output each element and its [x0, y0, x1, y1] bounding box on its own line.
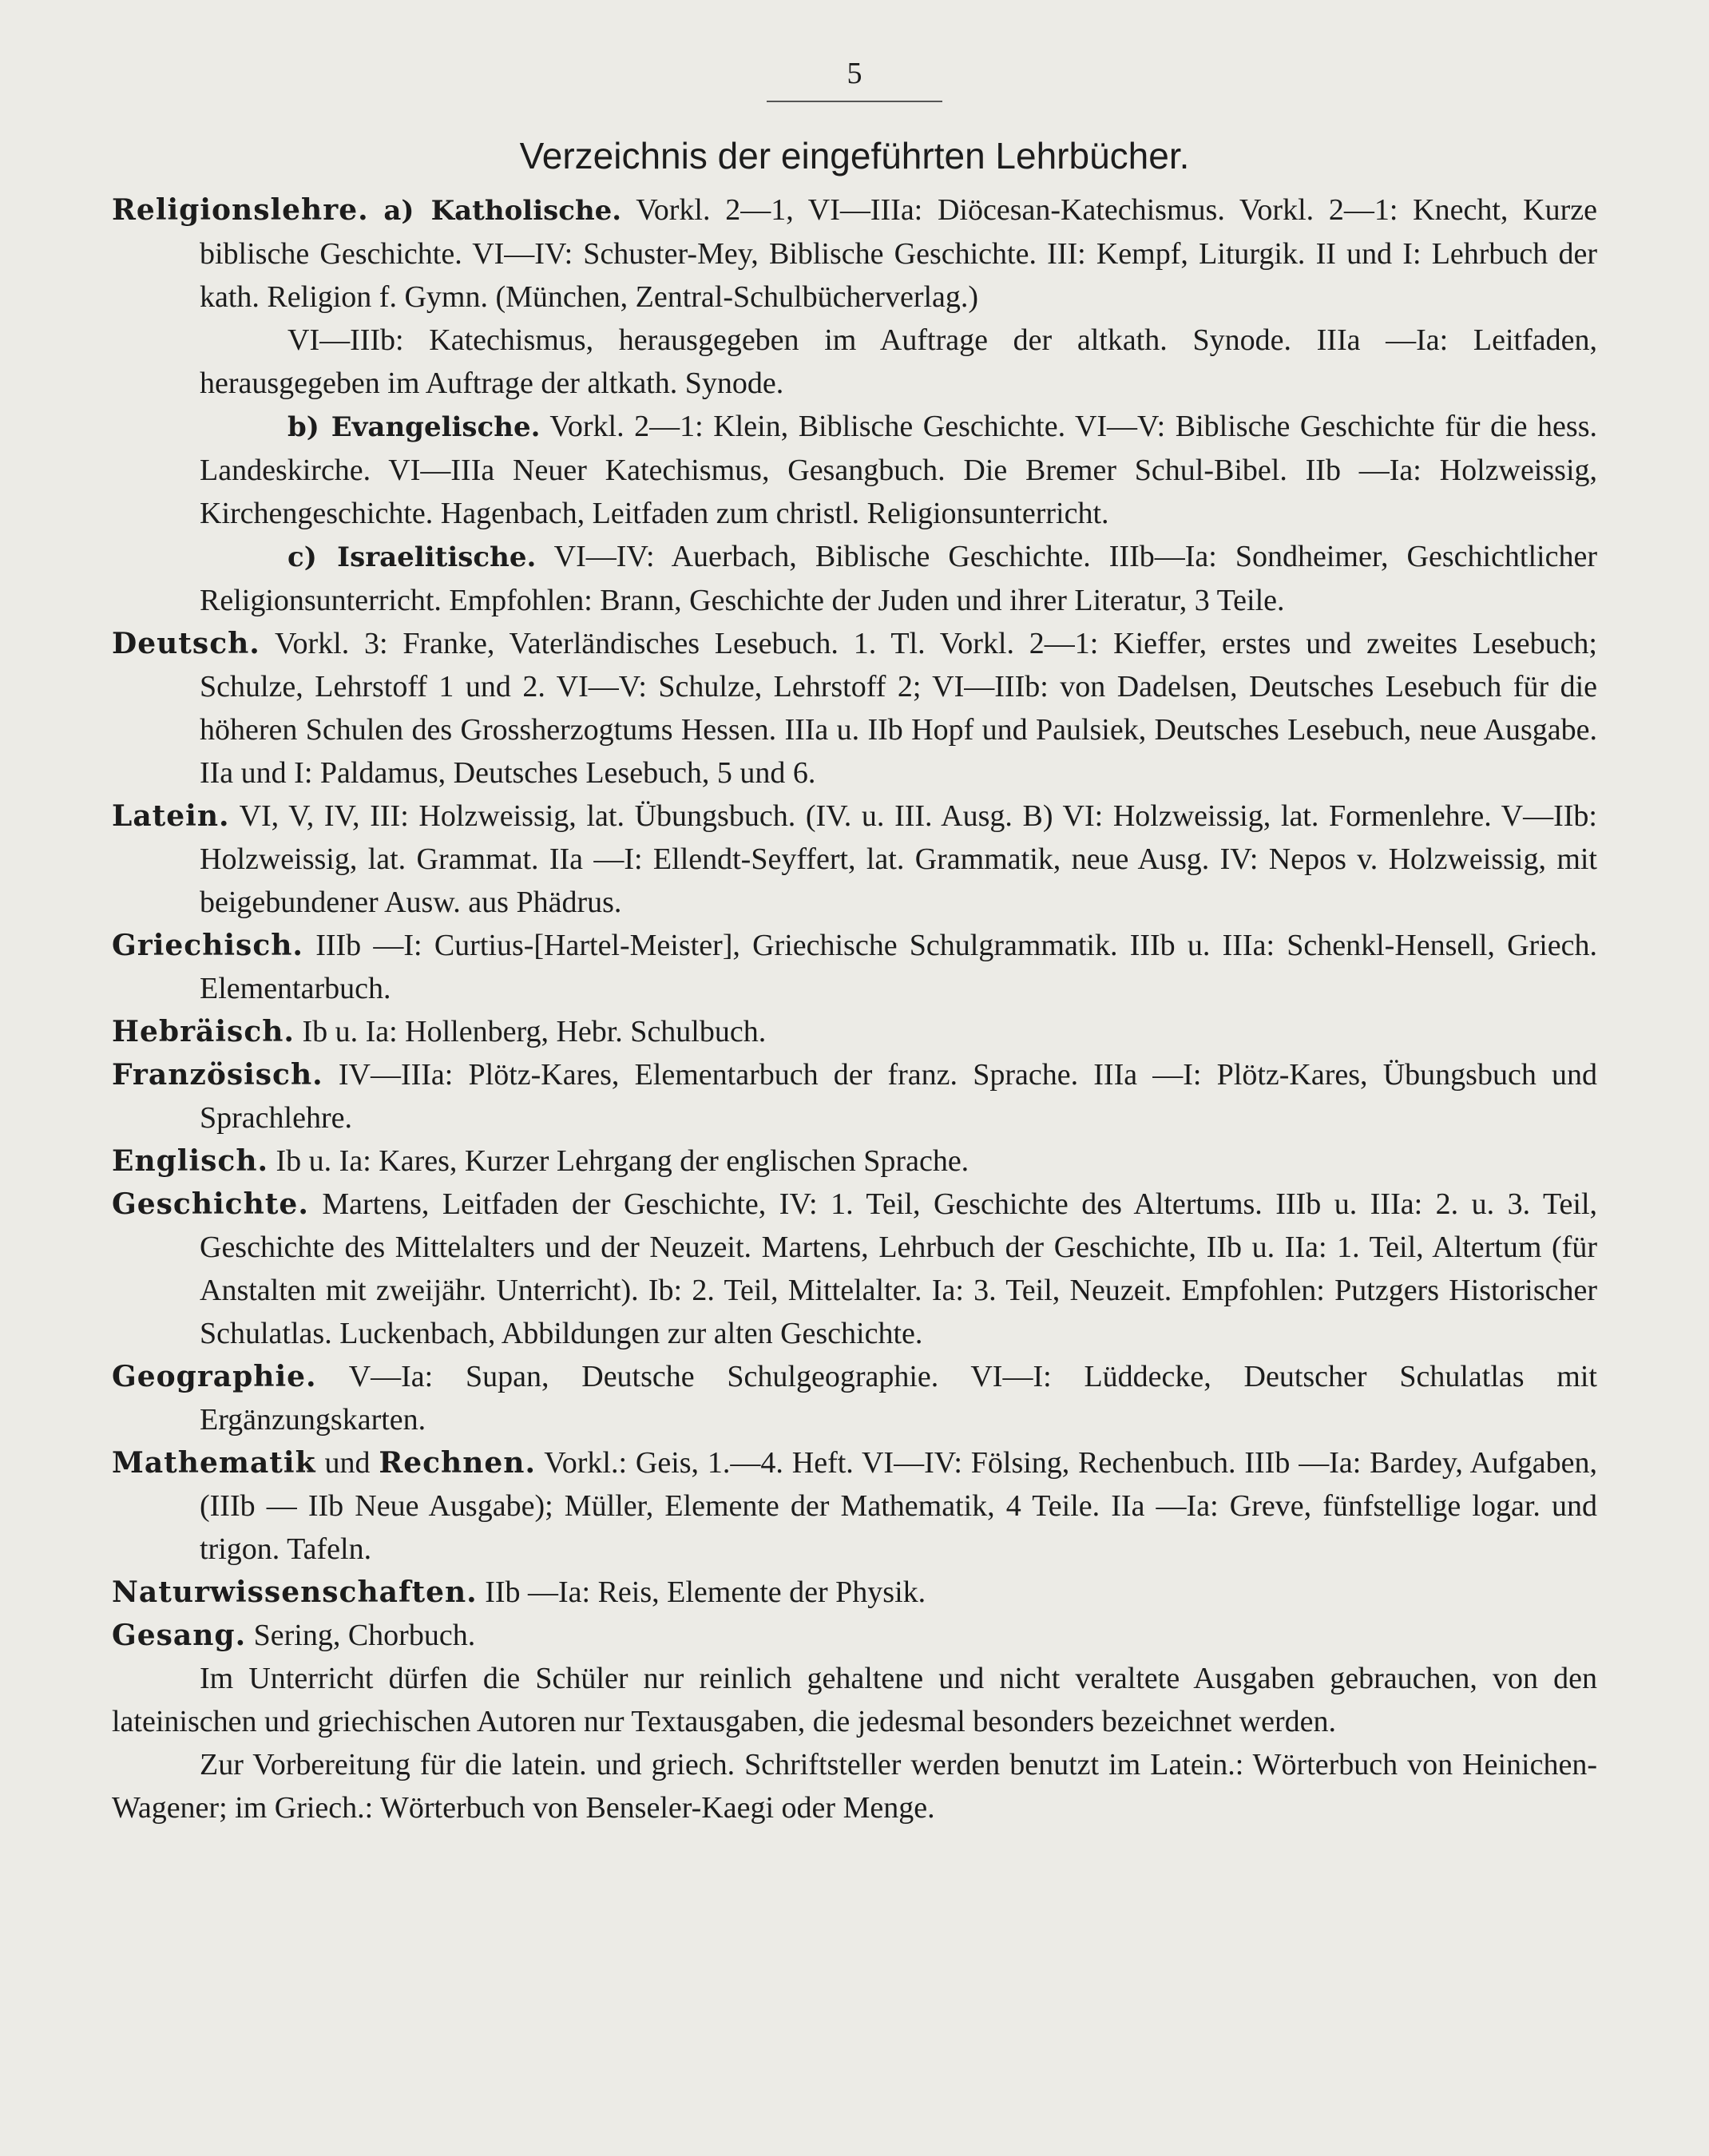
text-evangelisch: Vorkl. 2—1: Klein, Biblische Geschichte. VI—V: Biblische Geschichte für die hess. Landeskirche. VI—IIIa Neuer Katechismus, Gesangbuch. Die Bremer Schul-Bibel. IIb —Ia: Holzweissig, Kirchengeschichte. Hagenbach, Leitfaden zum christl. Religionsunterricht.	[200, 410, 1597, 530]
closing-paragraph-1: Im Unterricht dürfen die Schüler nur reinlich gehaltene und nicht veraltete Ausgaben gebrauchen, von den lateinischen und griechischen Autoren nur Textausgaben, die jedesmal besonders bezeichnet werden.	[112, 1662, 1597, 1738]
textbook-list	[112, 188, 1597, 1829]
entry-deutsch	[112, 622, 1597, 795]
mathematik-connector: und	[324, 1446, 371, 1480]
text-naturwissenschaften: IIb —Ia: Reis, Elemente der Physik.	[485, 1575, 926, 1609]
subject-deutsch: Deutsch.	[112, 627, 260, 660]
entry-religion-altkatholisch	[200, 319, 1597, 405]
text-englisch: Ib u. Ia: Kares, Kurzer Lehrgang der englischen Sprache.	[276, 1144, 969, 1178]
closing-notes	[112, 1657, 1597, 1829]
text-altkatholisch: VI—IIIb: Katechismus, herausgegeben im Auftrage der altkath. Synode. IIIa —Ia: Leitfaden, herausgegeben im Auftrage der altkath. Synode.	[200, 323, 1597, 400]
subject-geschichte: Geschichte.	[112, 1187, 309, 1221]
label-israelitisch: c) Israelitische.	[287, 541, 537, 573]
subject-gesang: Gesang.	[112, 1619, 247, 1652]
label-katholisch: a) Katholische.	[383, 195, 622, 227]
closing-paragraph-2: Zur Vorbereitung für die latein. und griech. Schriftsteller werden benutzt im Latein.: Wörterbuch von Heinichen-Wagener; im Griech.: Wörterbuch von Benseler-Kaegi oder Menge.	[112, 1748, 1597, 1825]
text-hebraeisch: Ib u. Ia: Hollenberg, Hebr. Schulbuch.	[302, 1015, 767, 1048]
subject-geographie: Geographie.	[112, 1360, 317, 1393]
entry-religion-evangelisch	[200, 405, 1597, 535]
page-title: Verzeichnis der eingeführten Lehrbücher.	[519, 135, 1190, 176]
entry-griechisch	[112, 924, 1598, 1010]
entry-geographie	[112, 1355, 1597, 1441]
entry-mathematik	[112, 1441, 1597, 1571]
text-gesang: Sering, Chorbuch.	[253, 1619, 476, 1652]
subject-latein: Latein.	[112, 799, 230, 833]
entry-latein	[112, 795, 1597, 924]
page-number-rule	[767, 101, 942, 102]
subject-franzoesisch: Französisch.	[112, 1058, 323, 1092]
text-geographie: V—Ia: Supan, Deutsche Schulgeographie. VI—I: Lüddecke, Deutscher Schulatlas mit Ergänzungskarten.	[200, 1360, 1597, 1437]
text-deutsch: Vorkl. 3: Franke, Vaterländisches Lesebuch. 1. Tl. Vorkl. 2—1: Kieffer, erstes und zweites Lesebuch; Schulze, Lehrstoff 1 und 2. VI—V: Schulze, Lehrstoff 2; VI—IIIb: von Dadelsen, Deutsches Lesebuch für die höheren Schulen des Grossherzogtums Hessen. IIIa u. IIb Hopf und Paulsiek, Deutsches Lesebuch, neue Ausgabe. IIa und I: Paldamus, Deutsches Lesebuch, 5 und 6.	[200, 627, 1597, 790]
subject-rechnen: Rechnen.	[379, 1446, 537, 1480]
subject-naturwissenschaften: Naturwissenschaften.	[112, 1575, 478, 1609]
subject-hebraeisch: Hebräisch.	[112, 1015, 295, 1048]
entry-franzoesisch	[112, 1053, 1597, 1139]
text-franzoesisch: IV—IIIa: Plötz-Kares, Elementarbuch der franz. Sprache. IIIa —I: Plötz-Kares, Übungsbuch und Sprachlehre.	[200, 1058, 1597, 1135]
subject-religion: Religionslehre.	[112, 193, 369, 227]
text-katholisch: Vorkl. 2—1, VI—IIIa: Diöcesan-Katechismus. Vorkl. 2—1: Knecht, Kurze biblische Geschichte. VI—IV: Schuster-Mey, Biblische Geschichte. III: Kempf, Liturgik. II und I: Lehrbuch der kath. Religion f. Gymn. (München, Zentral-Schulbücherverlag.)	[200, 193, 1597, 314]
label-evangelisch: b) Evangelische.	[287, 411, 541, 443]
subject-mathematik: Mathematik	[112, 1446, 316, 1480]
entry-englisch	[112, 1139, 1597, 1183]
text-latein: VI, V, IV, III: Holzweissig, lat. Übungsbuch. (IV. u. III. Ausg. B) VI: Holzweissig, lat. Formenlehre. V—IIb: Holzweissig, lat. Grammat. IIa —I: Ellendt-Seyffert, lat. Grammatik, neue Ausg. IV: Nepos v. Holzweissig, mit beigebundener Ausw. aus Phädrus.	[200, 799, 1597, 919]
entry-naturwissenschaften	[112, 1571, 1597, 1614]
text-israelitisch: VI—IV: Auerbach, Biblische Geschichte. IIIb—Ia: Sondheimer, Geschichtlicher Religionsunterricht. Empfohlen: Brann, Geschichte der Juden und ihrer Literatur, 3 Teile.	[200, 540, 1597, 617]
subject-griechisch: Griechisch.	[112, 929, 303, 962]
entry-hebraeisch	[112, 1010, 1597, 1053]
page-number: 5	[847, 57, 862, 90]
entry-gesang	[112, 1614, 1597, 1657]
entry-geschichte	[112, 1183, 1598, 1355]
entry-religion-katholisch	[112, 188, 1597, 319]
text-griechisch: IIIb —I: Curtius-[Hartel-Meister], Griechische Schulgrammatik. IIIb u. IIIa: Schenkl-Hensell, Griech. Elementarbuch.	[200, 929, 1598, 1005]
text-geschichte: Martens, Leitfaden der Geschichte, IV: 1. Teil, Geschichte des Altertums. IIIb u. IIIa: 2. u. 3. Teil, Geschichte des Mittelalters und der Neuzeit. Martens, Lehrbuch der Geschichte, IIb u. IIa: 1. Teil, Altertum (für Anstalten mit zweijähr. Unterricht). Ib: 2. Teil, Mittelalter. Ia: 3. Teil, Neuzeit. Empfohlen: Putzgers Historischer Schulatlas. Luckenbach, Abbildungen zur alten Geschichte.	[200, 1187, 1598, 1350]
entry-religion-israelitisch	[200, 535, 1597, 622]
text-mathematik: Vorkl.: Geis, 1.—4. Heft. VI—IV: Fölsing, Rechenbuch. IIIb —Ia: Bardey, Aufgaben, (IIIb — IIb Neue Ausgabe); Müller, Elemente der Mathematik, 4 Teile. IIa —Ia: Greve, fünfstellige logar. und trigon. Tafeln.	[200, 1446, 1597, 1566]
subject-englisch: Englisch.	[112, 1144, 269, 1178]
